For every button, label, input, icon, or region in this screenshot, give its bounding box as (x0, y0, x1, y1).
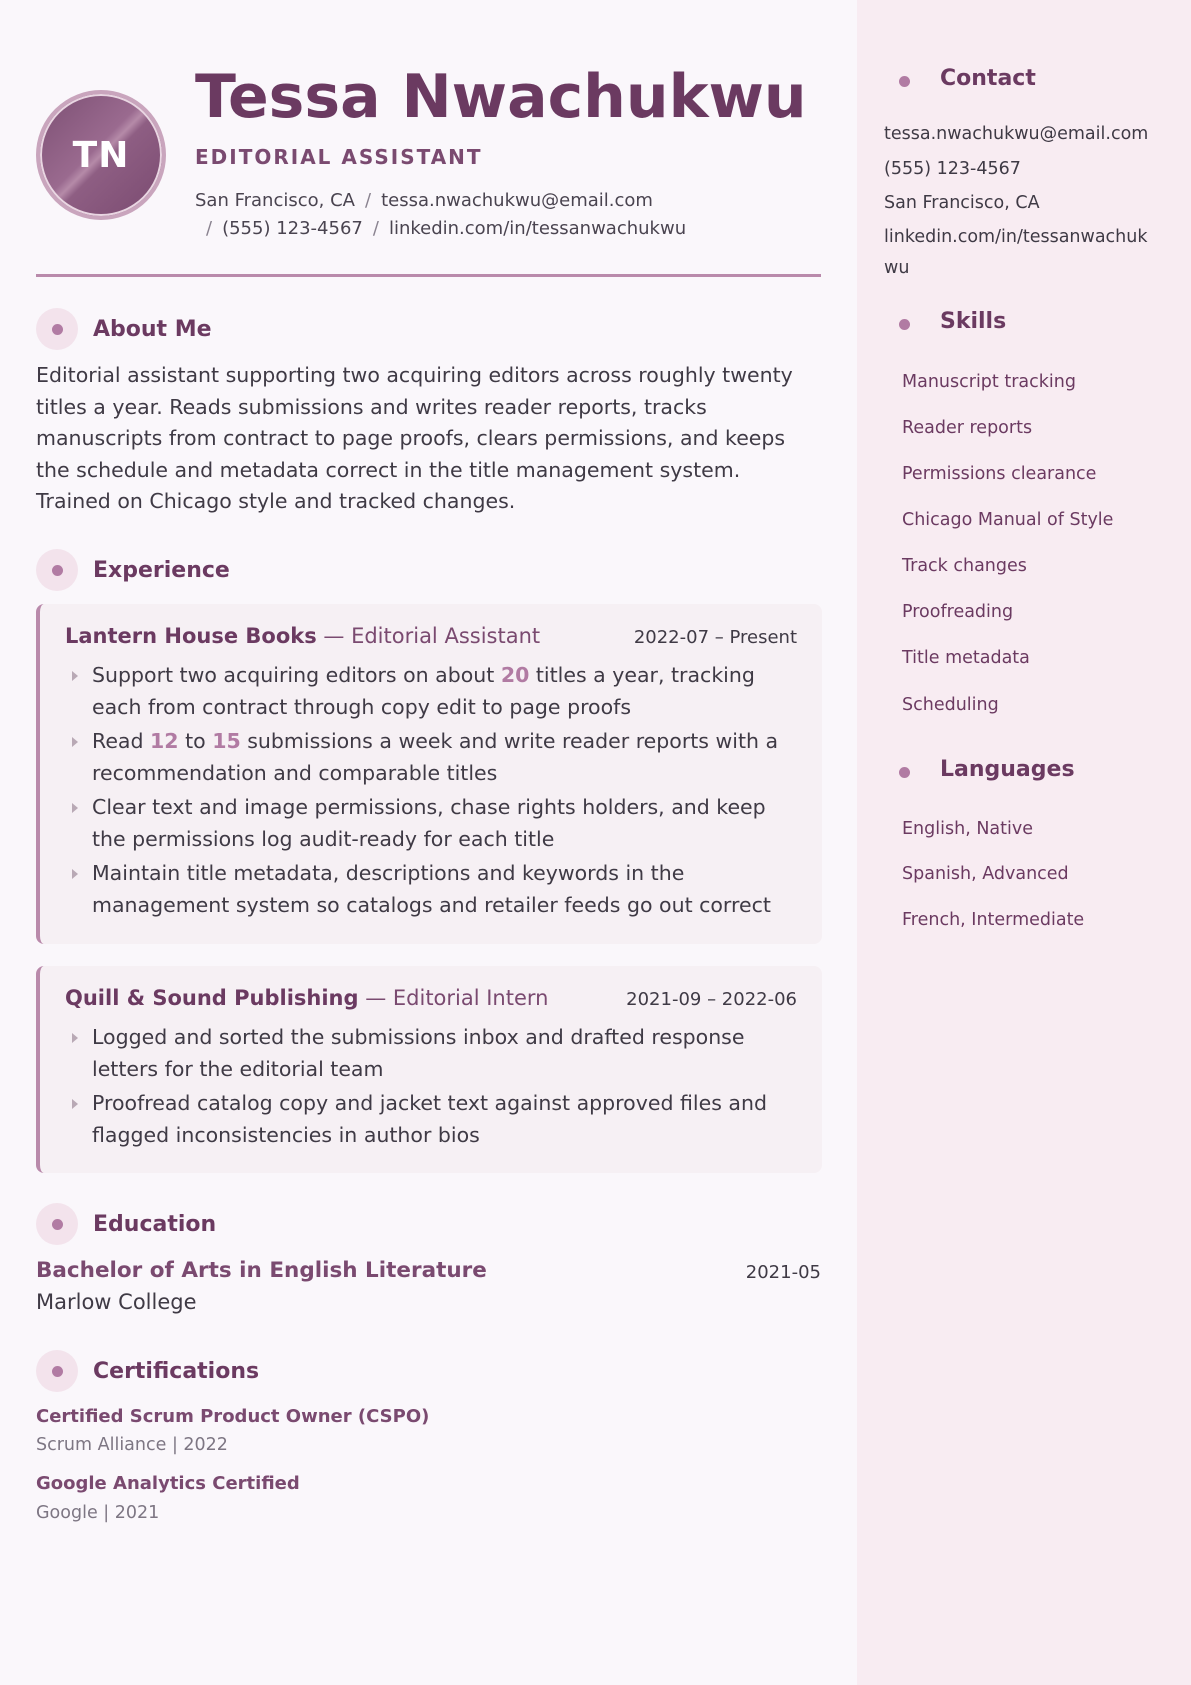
section-experience-heading (36, 549, 230, 591)
section-about-heading (36, 308, 212, 350)
job-bullet: Clear text and image permissions, chase rights holders, and keep the permissions log audit-ready for each title (65, 792, 802, 855)
sidebar-contact-heading (899, 66, 1036, 91)
sidebar-phone[interactable]: (555) 123-4567 (884, 159, 1021, 179)
section-bullet-icon (36, 1203, 78, 1245)
section-bullet-icon (36, 549, 78, 591)
skill-item: Track changes (902, 556, 1027, 576)
sidebar-location: San Francisco, CA (884, 193, 1040, 213)
separator: / (206, 218, 213, 239)
header-email-link[interactable]: tessa.nwachukwu@email.com (381, 190, 653, 211)
section-title: About Me (93, 316, 212, 342)
job-role: — Editorial Assistant (316, 624, 541, 648)
job-company: Quill & Sound Publishing (65, 986, 359, 1010)
job-dates: 2022-07 – Present (633, 627, 797, 648)
header-phone[interactable]: (555) 123-4567 (222, 218, 363, 239)
section-certifications-heading (36, 1350, 259, 1392)
job-card (36, 604, 822, 944)
section-bullet-icon (899, 76, 910, 87)
language-item: Spanish, Advanced (902, 864, 1069, 884)
sidebar-title: Contact (940, 66, 1036, 91)
sidebar-email[interactable]: tessa.nwachukwu@email.com (884, 124, 1149, 144)
section-title: Certifications (93, 1358, 260, 1384)
skill-item: Chicago Manual of Style (902, 510, 1114, 530)
header-divider (36, 274, 821, 277)
job-bullet: Support two acquiring editors on about 20 titles a year, tracking each from contract through copy edit to page proofs (65, 660, 802, 723)
section-education-heading (36, 1203, 216, 1245)
job-company: Lantern House Books (65, 624, 317, 648)
job-bullet: Proofread catalog copy and jacket text against approved files and flagged inconsistencies in author bios (65, 1088, 802, 1151)
header-linkedin-link[interactable]: linkedin.com/in/tessanwachukwu (388, 218, 687, 239)
certification-name: Google Analytics Certified (36, 1473, 300, 1494)
sidebar-languages-heading (899, 757, 1075, 782)
separator: / (372, 218, 379, 239)
job-header (65, 624, 797, 654)
education-school: Marlow College (36, 1290, 197, 1314)
job-bullets (65, 660, 802, 924)
job-bullet: Read 12 to 15 submissions a week and write reader reports with a recommendation and comparable titles (65, 726, 802, 789)
education-degree: Bachelor of Arts in English Literature (36, 1258, 487, 1283)
skill-item: Manuscript tracking (902, 372, 1076, 392)
education-date: 2021-05 (745, 1262, 821, 1283)
certification-meta: Google | 2021 (36, 1503, 160, 1523)
section-bullet-icon (36, 1350, 78, 1392)
sidebar-title: Skills (940, 309, 1007, 334)
separator: / (364, 190, 372, 211)
candidate-name: Tessa Nwachukwu (195, 62, 807, 132)
header-location: San Francisco, CA (195, 190, 355, 211)
sidebar-linkedin[interactable]: linkedin.com/in/tessanwachukwu (884, 227, 1148, 278)
section-bullet-icon (899, 319, 910, 330)
certification-name: Certified Scrum Product Owner (CSPO) (36, 1406, 430, 1427)
job-header (65, 986, 797, 1016)
skill-item: Scheduling (902, 695, 999, 715)
skill-item: Permissions clearance (902, 464, 1097, 484)
header-contact-line-1 (195, 190, 755, 211)
about-text: Editorial assistant supporting two acquiring editors across roughly twenty titles a year. Reads submissions and writes reader reports, tracks manuscripts from contract to page proofs, clears permissions, and keeps the schedule and metadata correct in the title management system. Trained on Chicago style and tracked changes. (36, 363, 793, 513)
job-title: EDITORIAL ASSISTANT (195, 145, 483, 169)
section-bullet-icon (36, 308, 78, 350)
job-dates: 2021-09 – 2022-06 (626, 989, 797, 1010)
job-role: — Editorial Intern (358, 986, 549, 1010)
language-item: French, Intermediate (902, 910, 1085, 930)
sidebar-skills-heading (899, 309, 1006, 334)
highlight-number: 12 (150, 729, 179, 753)
job-card (36, 966, 822, 1173)
avatar (36, 90, 166, 220)
highlight-number: 15 (212, 729, 241, 753)
header-contact-line-2 (206, 218, 766, 239)
job-bullet: Logged and sorted the submissions inbox and drafted response letters for the editorial team (65, 1022, 802, 1085)
language-item: English, Native (902, 819, 1033, 839)
job-bullets (65, 1022, 802, 1154)
main-column (36, 0, 821, 1685)
sidebar-title: Languages (940, 757, 1075, 782)
section-bullet-icon (899, 767, 910, 778)
skill-item: Reader reports (902, 418, 1033, 438)
avatar-initials: TN (72, 134, 130, 176)
highlight-number: 20 (500, 663, 530, 687)
sidebar (857, 0, 1191, 1685)
section-title: Experience (93, 557, 230, 583)
certification-meta: Scrum Alliance | 2022 (36, 1435, 228, 1455)
job-bullet: Maintain title metadata, descriptions and keywords in the management system so catalogs and retailer feeds go out correct (65, 858, 802, 921)
skill-item: Title metadata (902, 648, 1030, 668)
skill-item: Proofreading (902, 602, 1014, 622)
section-title: Education (93, 1211, 217, 1237)
